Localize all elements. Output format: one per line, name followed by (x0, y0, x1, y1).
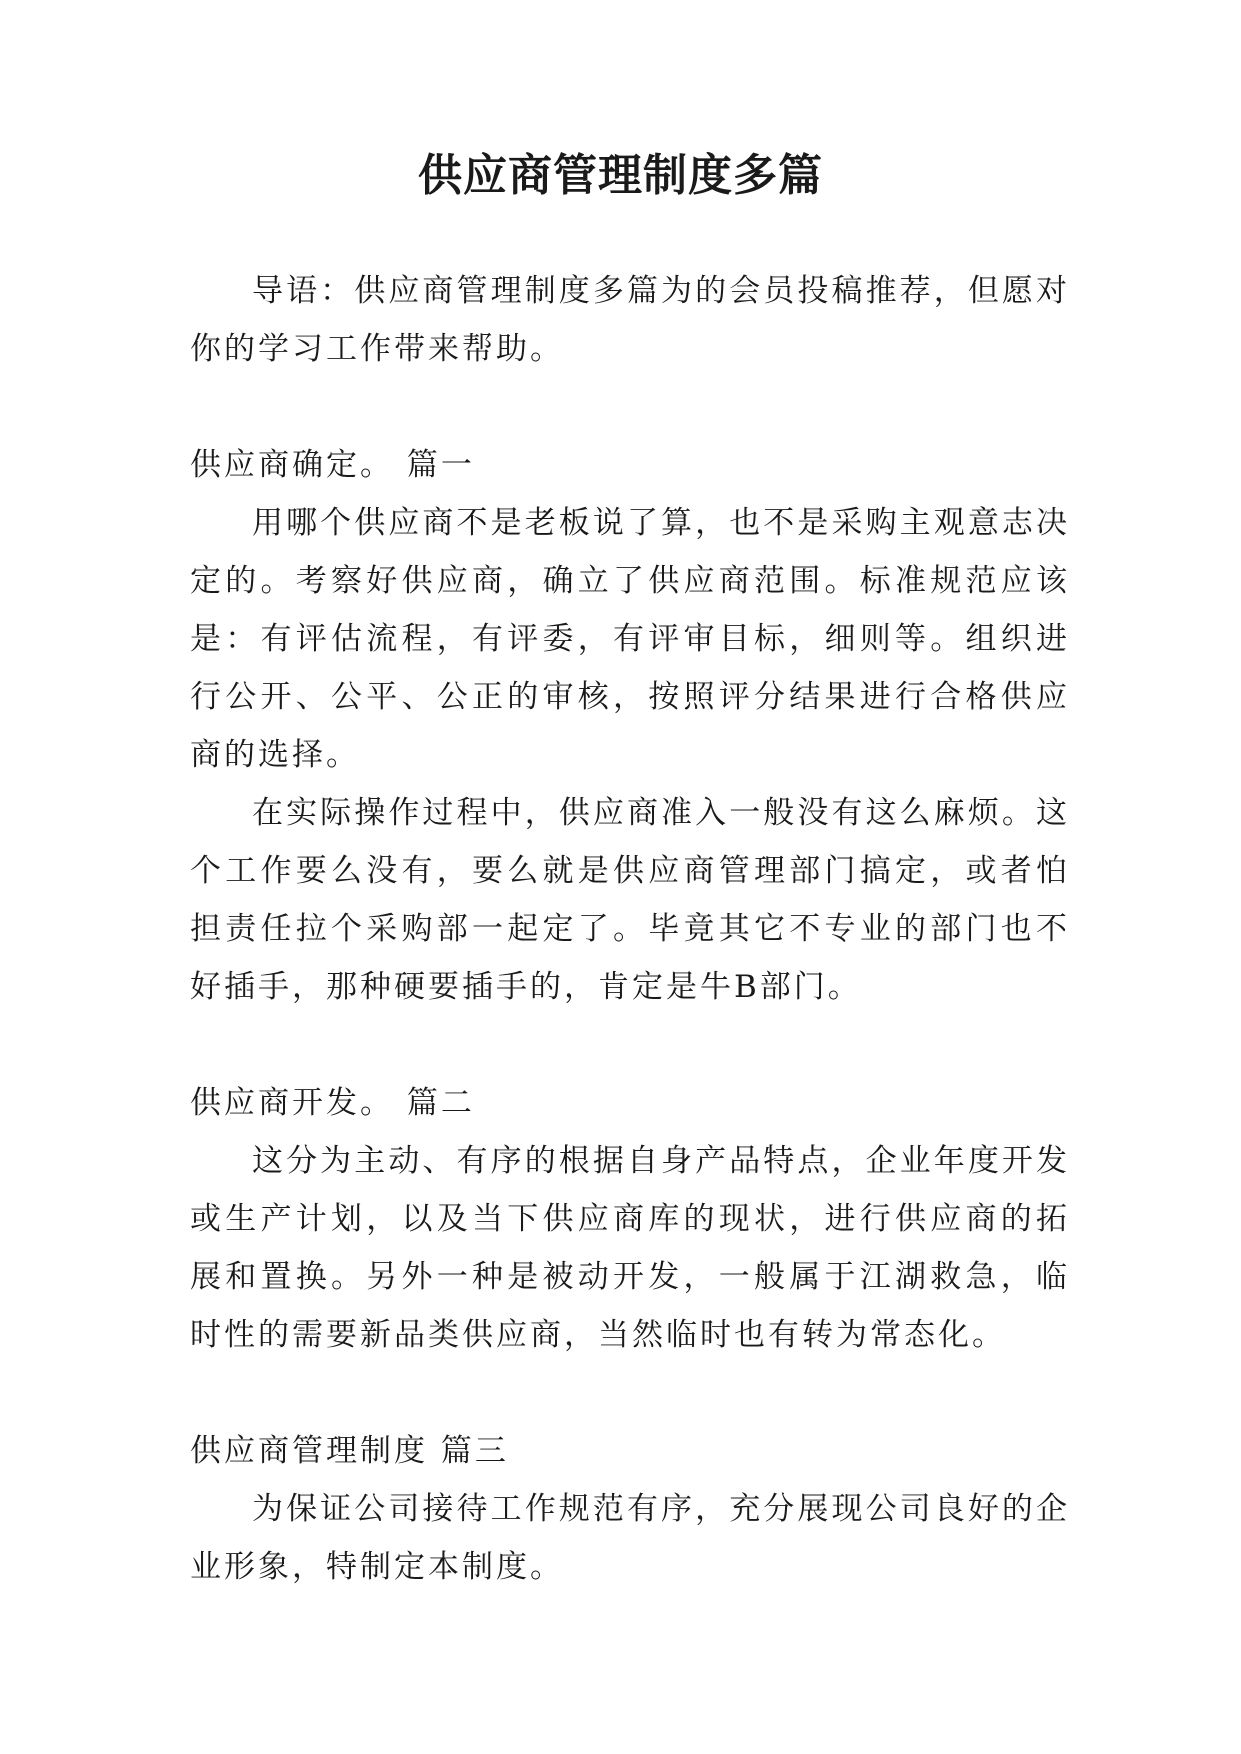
section-3-paragraph-1: 为保证公司接待工作规范有序，充分展现公司良好的企业形象，特制定本制度。 (190, 1491, 1070, 1585)
spacer (190, 1364, 1070, 1422)
section-1-paragraph-2: 在实际操作过程中，供应商准入一般没有这么麻烦。这个工作要么没有，要么就是供应商管理部门搞定，或者怕担责任拉个采购部一起定了。毕竟其它不专业的部门也不好插手，那种硬要插手的，肯定是牛B部门。 (190, 795, 1070, 1005)
section-heading-3: 供应商管理制度 篇三 (190, 1433, 509, 1469)
section-heading-2: 供应商开发。 篇二 (190, 1085, 475, 1121)
spacer (190, 378, 1070, 436)
spacer (190, 1016, 1070, 1074)
document-body (190, 262, 1070, 1596)
intro-paragraph: 导语：供应商管理制度多篇为的会员投稿推荐，但愿对你的学习工作带来帮助。 (190, 273, 1070, 367)
section-heading-1: 供应商确定。 篇一 (190, 447, 475, 483)
document-title: 供应商管理制度多篇 (418, 150, 823, 201)
section-2-paragraph-1: 这分为主动、有序的根据自身产品特点，企业年度开发或生产计划，以及当下供应商库的现状，进行供应商的拓展和置换。另外一种是被动开发，一般属于江湖救急，临时性的需要新品类供应商，当然临时也有转为常态化。 (190, 1143, 1070, 1353)
section-1-paragraph-1: 用哪个供应商不是老板说了算，也不是采购主观意志决定的。考察好供应商，确立了供应商范围。标准规范应该是：有评估流程，有评委，有评审目标，细则等。组织进行公开、公平、公正的审核，按照评分结果进行合格供应商的选择。 (190, 505, 1070, 773)
